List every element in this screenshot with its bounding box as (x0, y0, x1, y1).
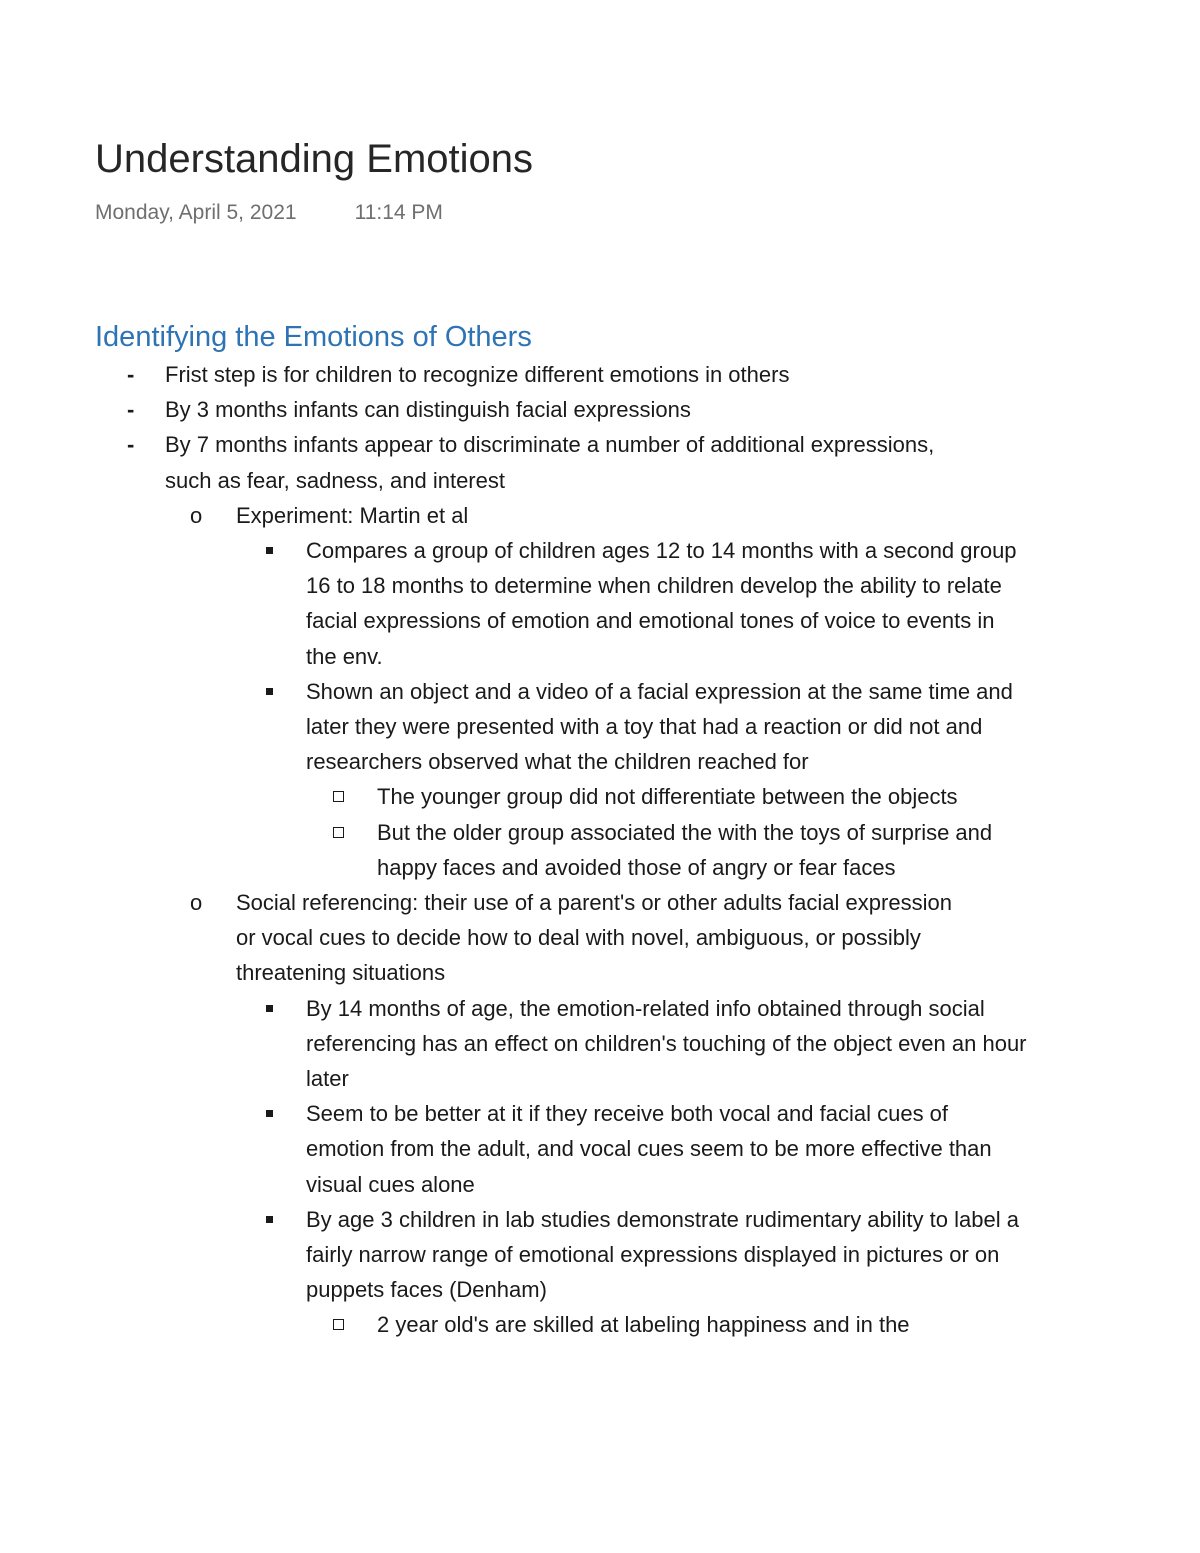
list-item (0, 392, 1200, 427)
list-item-text: Frist step is for children to recognize different emotions in others (165, 362, 790, 387)
square-bullet-icon (266, 1096, 273, 1131)
circle-bullet: o (190, 502, 203, 528)
dash-bullet: - (127, 362, 135, 387)
list-item (0, 1202, 1200, 1308)
list-item-text: By 3 months infants can distinguish facial expressions (165, 397, 691, 423)
note-date: Monday, April 5, 2021 (95, 201, 297, 224)
list-item (0, 674, 1200, 780)
list-item-text: By 7 months infants appear to discriminate a number of additional expressions, such as fear, sadness, and interest (165, 432, 935, 493)
square-bullet-icon (266, 991, 273, 1026)
square-bullet-icon (266, 674, 273, 709)
list-item (0, 533, 1200, 674)
outline-list (0, 357, 1200, 1343)
list-item-text: Social referencing: their use of a parent's or other adults facial expression or vocal cues to decide how to deal with novel, ambiguous, or possibly threatening situations (236, 890, 952, 986)
circle-bullet: o (190, 890, 203, 916)
list-item-text: Seem to be better at it if they receive both vocal and facial cues of emotion from the adult, and vocal cues seem to be more effective than visual cues alone (306, 1101, 992, 1197)
list-item-text: But the older group associated the with the toys of surprise and happy faces and avoided those of angry or fear faces (377, 819, 993, 880)
list-item (0, 991, 1200, 1097)
list-item-text: By 14 months of age, the emotion-related info obtained through social referencing has an effect on children's touching of the object even an hour later (306, 995, 1027, 1092)
list-item (0, 1307, 1200, 1342)
list-item (0, 885, 1200, 991)
note-metadata (95, 199, 443, 227)
square-bullet-icon (266, 1202, 273, 1237)
list-item-text: The younger group did not differentiate between the objects (377, 784, 958, 810)
dash-bullet: - (127, 397, 135, 423)
list-item-text: 2 year old's are skilled at labeling happiness and in the (377, 1312, 910, 1338)
list-item-text: Shown an object and a video of a facial expression at the same time and later they were presented with a toy that had a reaction or did not and researchers observed what the children reached for (306, 678, 1013, 775)
list-item (0, 815, 1200, 885)
section-heading: Identifying the Emotions of Others (95, 321, 532, 353)
square-bullet-icon (266, 533, 273, 568)
note-time: 11:14 PM (354, 201, 443, 224)
list-item (0, 427, 1200, 497)
list-item-text: Experiment: Martin et al (236, 502, 469, 528)
dash-bullet: - (127, 432, 135, 458)
page-title: Understanding Emotions (95, 137, 534, 181)
hollow-square-bullet-icon (333, 815, 344, 850)
list-item (0, 498, 1200, 533)
hollow-square-bullet-icon (333, 1307, 344, 1342)
list-item (0, 1096, 1200, 1202)
list-item-text: By age 3 children in lab studies demonstrate rudimentary ability to label a fairly narrow range of emotional expressions displayed in pictures or on puppets faces (Denham) (306, 1206, 1019, 1303)
list-item-text: Compares a group of children ages 12 to 14 months with a second group 16 to 18 months to determine when children develop the ability to relate facial expressions of emotion and emotional tones of voice to events in the env. (306, 538, 1017, 669)
list-item (0, 357, 1200, 392)
list-item (0, 779, 1200, 814)
hollow-square-bullet-icon (333, 779, 344, 814)
